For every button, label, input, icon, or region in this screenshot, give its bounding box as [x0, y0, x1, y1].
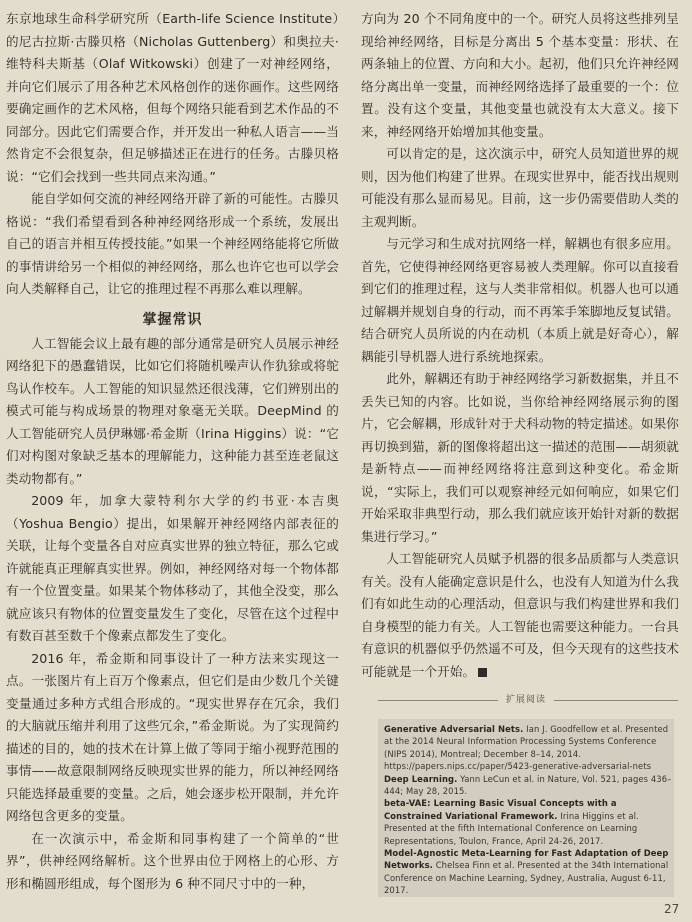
- reference-title: Generative Adversarial Nets.: [384, 724, 524, 734]
- left-column: [6, 8, 339, 895]
- paragraph-text: 人工智能研究人员赋予机器的很多品质都与人类意识有关。没有人能确定意识是什么，也没有人知道为什么我们有如此生动的心理活动，但意识与我们构建世界和我们自身模型的能力有关。人工智能也需要这种能力。一台具有意识的机器似乎仍然遥不可及，但今天现有的这些技术可能就是一个开始。: [361, 551, 679, 679]
- paragraph: [361, 548, 679, 683]
- reference-item: [384, 847, 674, 897]
- further-reading-title: 扩展阅读: [498, 692, 554, 705]
- reference-title: Deep Learning.: [384, 773, 458, 784]
- section-heading: 掌握常识: [142, 311, 203, 328]
- reference-item: [384, 773, 674, 798]
- reference-item: [384, 797, 674, 847]
- reference-item: [384, 723, 674, 773]
- paragraph: 此外，解耦还有助于神经网络学习新数据集，并且不丢失已知的内容。比如说，当你给神经网络展示狗的图片，它会解耦，形成针对于犬科动物的特定描述。如果你再切换到猫，新的图像将超出这一描述的范围——胡须就是新特点——而神经网络将注意到这种变化。希金斯说，“实际上，我们可以观察神经元如何响应，如果它们开始采取非典型行动，那么我们就应该开始针对新的数据集进行学习。”: [361, 371, 679, 544]
- reference-title: Model-Agnostic Meta-Learning for Fast Adaptation of Deep Networks.: [384, 848, 669, 871]
- reference-detail: Irina Higgins et al. Presented at the fifth International Conference on Learning Representations, Toulon, France, April 24-26, 2017.: [384, 810, 639, 846]
- reference-detail: Ian J. Goodfellow et al. Presented at the 2014 Neural Information Processing Systems Conference (NIPS 2014), Montreal; December 8–14, 2014. https://papers.nips.cc/paper/5423-generative-adversarial-nets: [384, 724, 669, 772]
- paragraph: 在一次演示中，希金斯和同事构建了一个简单的“世界”，供神经网络解析。这个世界由位于网格上的心形、方形和椭圆形组成，每个图形为 6 种不同尺寸中的一种，: [6, 830, 339, 891]
- reference-detail: Yann LeCun et al. in Nature, Vol. 521, pages 436–444; May 28, 2015.: [384, 773, 672, 797]
- paragraph: 方向为 20 个不同角度中的一个。研究人员将这些排列呈现给神经网络，目标是分离出 5 个基本变量：形状、在两条轴上的位置、方向和大小。起初，他们只允许神经网络分离出单一变量，而神经网络选择了最重要的一个：位置。没有这个变量，其他变量也就没有太大意义。接下来，神经网络开始增加其他变量。: [361, 11, 679, 139]
- end-of-article-icon: [478, 668, 487, 677]
- page-number: 27: [664, 902, 680, 916]
- paragraph: 人工智能会议上最有趣的部分通常是研究人员展示神经网络犯下的愚蠢错误，比如它们将随机噪声认作犰狳或将鸵鸟认作校车。人工智能的知识显然还很浅薄，它们辨别出的模式可能与构成场景的物理对象毫无关联。DeepMind 的人工智能研究人员伊琳娜·希金斯（Irina Higgins）说：“它们对构图对象缺乏基本的理解能力，这种能力甚至连老鼠这类动物都有。”: [6, 335, 339, 486]
- paragraph: 可以肯定的是，这次演示中，研究人员知道世界的规则，因为他们构建了世界。在现实世界中，能否找出规则可能没有那么显而易见。目前，这一步仍需要借助人类的主观判断。: [361, 146, 679, 229]
- reference-detail: Chelsea Finn et al. Presented at the 34th International Conference on Machine Learning, Sydney, Australia, August 6-11, 2017.: [384, 860, 669, 896]
- paragraph: 东京地球生命科学研究所（Earth-life Science Institute）的尼古拉斯·古滕贝格（Nicholas Guttenberg）和奥拉夫·维特科夫斯基（Olaf Witkowski）创建了一对神经网络，并向它们展示了用各种艺术风格创作的迷你画作。这些网络要确定画作的艺术风格，但每个网络只能看到艺术作品的不同部分。因此它们需要合作，并开发出一种私人语言——当然肯定不会很复杂，但足够描述正在进行的任务。古滕贝格说：“它们会找到一些共同点来沟通。”: [6, 11, 339, 184]
- further-reading-box: [378, 695, 678, 897]
- paragraph: 2009 年，加拿大蒙特利尔大学的约书亚·本吉奥（Yoshua Bengio）提出，如果解开神经网络内部表征的关联，让每个变量各自对应真实世界的独立特征，那么它或许就能真正理解真实世界。例如，神经网络对每一个物体都有一个位置变量。如果某个物体移动了，其他全没变，那么就应该只有物体的位置变量发生了变化，尽管在这个过程中有数百甚至数千个像素点都发生了变化。: [6, 493, 339, 643]
- further-reading-list: [378, 719, 674, 897]
- paragraph: 与元学习和生成对抗网络一样，解耦也有很多应用。首先，它使得神经网络更容易被人类理解。你可以直接看到它们的推理过程，这与人类非常相似。机器人也可以通过解耦并规划自身的行动，而不再笨手笨脚地反复试错。结合研究人员所说的内在动机（本质上就是好奇心），解耦能引导机器人进行系统地探索。: [361, 236, 679, 364]
- reference-title: beta-VAE: Learning Basic Visual Concepts with a Constrained Variational Framework.: [384, 798, 617, 821]
- right-column: [361, 8, 679, 683]
- paragraph: 2016 年，希金斯和同事设计了一种方法来实现这一点。一张图片有上百万个像素点，但它们是由少数几个关键变量通过多种方式组合形成的。“现实世界存在冗余，我们的大脑就压缩并利用了这些冗余，”希金斯说。为了实现简约描述的目的，她的技术在计算上做了等同于缩小视野范围的事情——故意限制网络反映现实世界的能力，所以神经网络只能选择最重要的变量。之后，她会逐步松开限制，并允许网络包含更多的变量。: [6, 650, 339, 823]
- paragraph: 能自学如何交流的神经网络开辟了新的可能性。古滕贝格说：“我们希望看到各种神经网络形成一个系统，发展出自己的语言并相互传授技能。”如果一个神经网络能将它所做的事情讲给另一个相似的神经网络，那么也许它也可以学会向人类解释自己，让它的推理过程不再那么难以理解。: [6, 191, 339, 296]
